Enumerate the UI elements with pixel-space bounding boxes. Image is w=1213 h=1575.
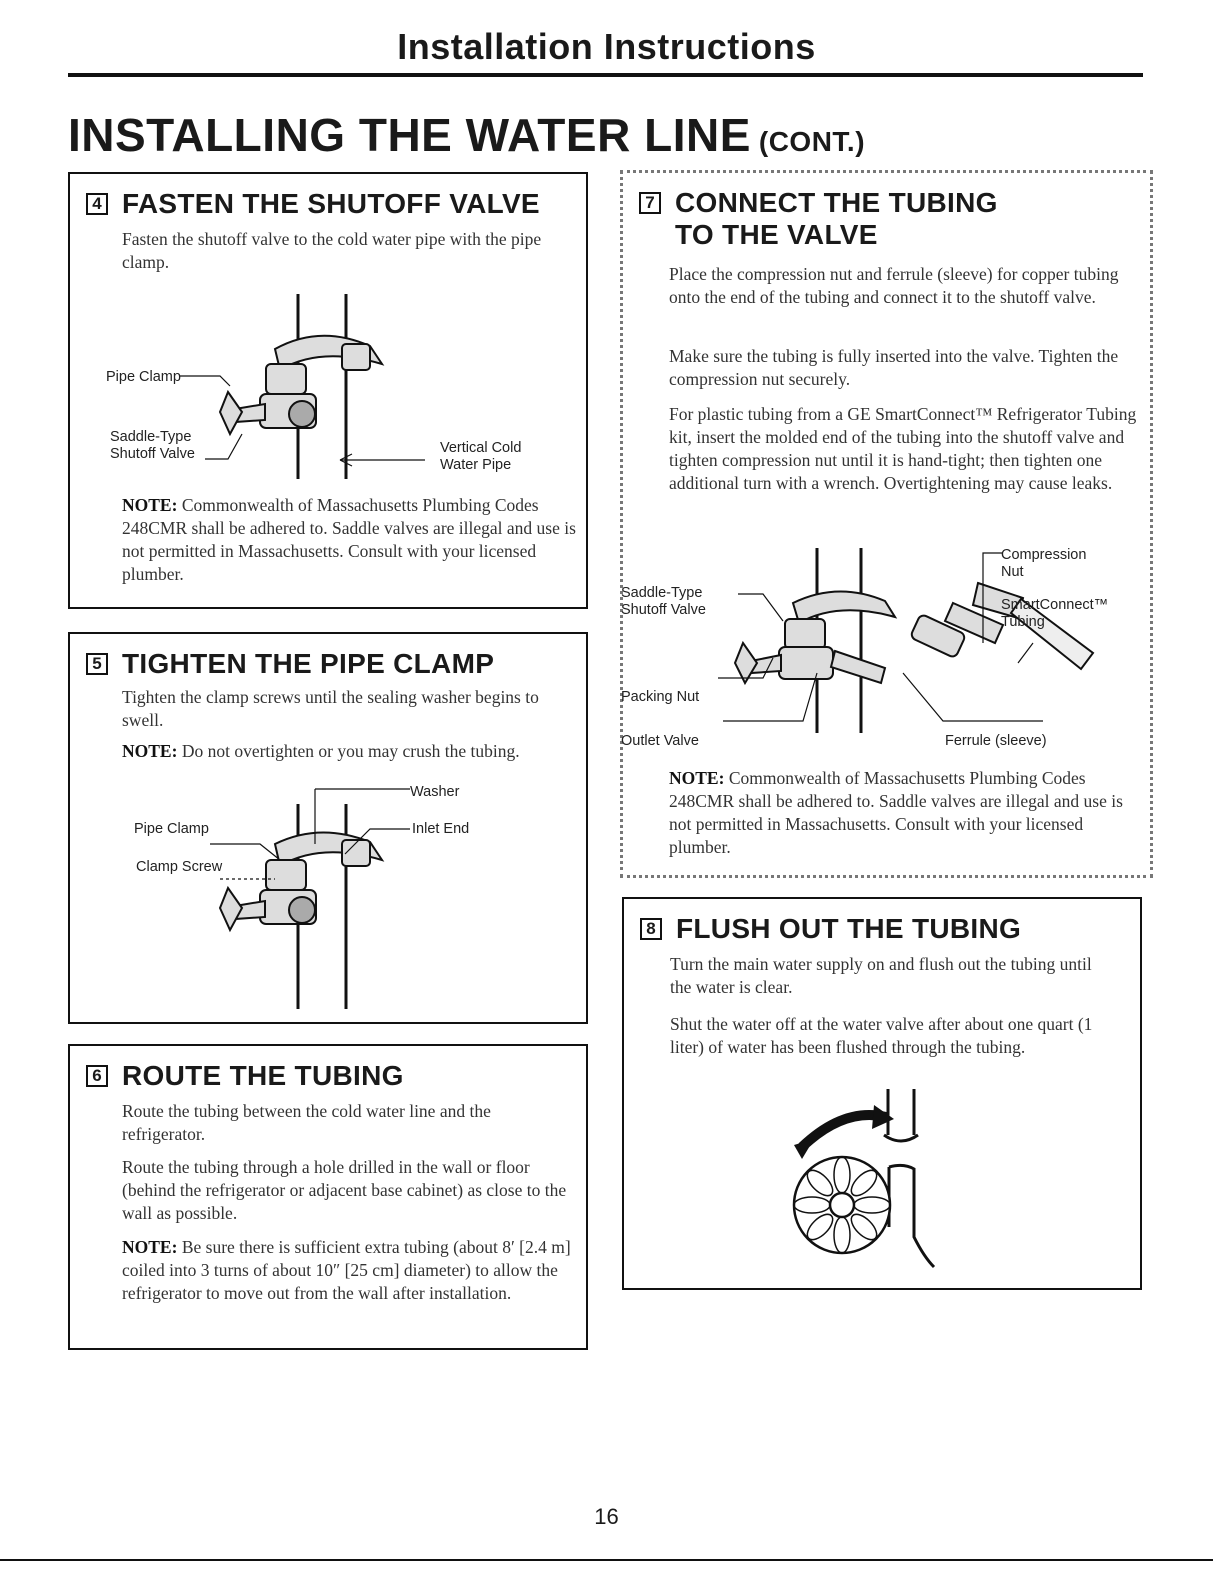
step-4-panel xyxy=(68,172,588,609)
step-5-note xyxy=(122,740,572,763)
label-inlet-end: Inlet End xyxy=(412,821,470,837)
label-tubing: Tubing xyxy=(1001,614,1045,630)
step-4-note xyxy=(122,494,582,586)
step-8-text-1: Turn the main water supply on and flush out the tubing until the water is clear. xyxy=(670,954,1092,997)
step-7-note-text: Commonwealth of Massachusetts Plumbing Codes 248CMR shall be adhered to. Saddle valves are illegal and use is not permitted in Massachusetts. Consult with your licensed plumber. xyxy=(669,768,1123,857)
label-vertical-cold: Vertical Cold xyxy=(440,440,522,456)
step-5-number: 5 xyxy=(86,653,108,675)
step-4-number: 4 xyxy=(86,193,108,215)
label-compression-nut: Nut xyxy=(1001,564,1024,580)
step-7-text-3: For plastic tubing from a GE SmartConnect™ Refrigerator Tubing kit, insert the molded end of the tubing into the shutoff valve and tighten compression nut until it is hand-tight; then tighten one additional turn with a wrench. Overtightening may cause leaks. xyxy=(669,404,1137,493)
step-5-text: Tighten the clamp screws until the sealing washer begins to swell. xyxy=(122,687,539,730)
label-saddle-type: Saddle-Type xyxy=(110,429,192,445)
label-washer: Washer xyxy=(410,784,460,800)
step-6-note-text: Be sure there is sufficient extra tubing (about 8′ [2.4 m] coiled into 3 turns of about 10″ [25 cm] diameter) to allow the refrigerator to move out from the wall after installation. xyxy=(122,1237,571,1303)
label-smartconnect: SmartConnect™ xyxy=(1001,597,1109,613)
step-6-number: 6 xyxy=(86,1065,108,1087)
step-8-title: FLUSH OUT THE TUBING xyxy=(676,913,1022,944)
step-4-title: FASTEN THE SHUTOFF VALVE xyxy=(122,188,540,219)
step-7-note-label: NOTE: xyxy=(669,768,725,788)
label-shutoff-valve: Shutoff Valve xyxy=(110,446,195,462)
step-7-note xyxy=(669,767,1144,859)
step-5-note-text: Do not overtighten or you may crush the tubing. xyxy=(177,741,520,761)
step-4-note-text: Commonwealth of Massachusetts Plumbing Codes 248CMR shall be adhered to. Saddle valves are illegal and use is not permitted in Massachusetts. Consult with your licensed plumber. xyxy=(122,495,576,584)
step-7-panel xyxy=(620,170,1153,878)
label-shutoff-valve-7: Shutoff Valve xyxy=(621,602,706,618)
section-title-text: INSTALLING THE WATER LINE xyxy=(68,109,751,161)
step-5-title: TIGHTEN THE PIPE CLAMP xyxy=(122,648,495,679)
step-6-note xyxy=(122,1236,582,1305)
footer-divider xyxy=(0,1559,1213,1561)
step-7-text-2: Make sure the tubing is fully inserted into the valve. Tighten the compression nut securely. xyxy=(669,346,1119,389)
tubing-connection-illustration xyxy=(623,543,1156,743)
step-7-number: 7 xyxy=(639,192,661,214)
step-4-note-label: NOTE: xyxy=(122,495,178,515)
section-title-suffix: (CONT.) xyxy=(758,126,866,157)
step-6-panel xyxy=(68,1044,588,1350)
step-6-text-1: Route the tubing between the cold water line and the refrigerator. xyxy=(122,1101,491,1144)
page-header-title: Installation Instructions xyxy=(397,26,816,67)
section-title xyxy=(68,108,865,162)
page-number: 16 xyxy=(594,1504,619,1529)
label-compression: Compression xyxy=(1001,547,1087,563)
label-ferrule: Ferrule (sleeve) xyxy=(945,733,1047,749)
step-6-text-2: Route the tubing through a hole drilled in the wall or floor (behind the refrigerator or adjacent base cabinet) as close to the wall as possible. xyxy=(122,1157,567,1223)
step-4-text: Fasten the shutoff valve to the cold water pipe with the pipe clamp. xyxy=(122,229,542,272)
step-5-panel xyxy=(68,632,588,1024)
step-8-text-2: Shut the water off at the water valve after about one quart (1 liter) of water has been flushed through the tubing. xyxy=(670,1014,1093,1057)
label-outlet-valve: Outlet Valve xyxy=(621,733,699,749)
label-water-pipe: Water Pipe xyxy=(440,457,512,473)
step-7-title-line-1: CONNECT THE TUBING xyxy=(675,187,998,218)
step-6-title: ROUTE THE TUBING xyxy=(122,1060,404,1091)
label-pipe-clamp: Pipe Clamp xyxy=(106,369,181,385)
step-5-note-label: NOTE: xyxy=(122,741,178,761)
label-saddle-type-7: Saddle-Type xyxy=(621,585,703,601)
step-7-title-line-2: TO THE VALVE xyxy=(675,219,878,250)
step-7-text-1: Place the compression nut and ferrule (sleeve) for copper tubing onto the end of the tubing and connect it to the shutoff valve. xyxy=(669,264,1119,307)
step-8-panel xyxy=(622,897,1142,1290)
header-divider xyxy=(68,73,1143,77)
label-pipe-clamp-5: Pipe Clamp xyxy=(134,821,209,837)
water-valve-illustration xyxy=(774,1087,994,1277)
label-packing-nut: Packing Nut xyxy=(621,689,700,705)
step-8-number: 8 xyxy=(640,918,662,940)
pipe-clamp-illustration xyxy=(70,784,590,1014)
step-6-note-label: NOTE: xyxy=(122,1237,178,1257)
label-clamp-screw: Clamp Screw xyxy=(136,859,223,875)
